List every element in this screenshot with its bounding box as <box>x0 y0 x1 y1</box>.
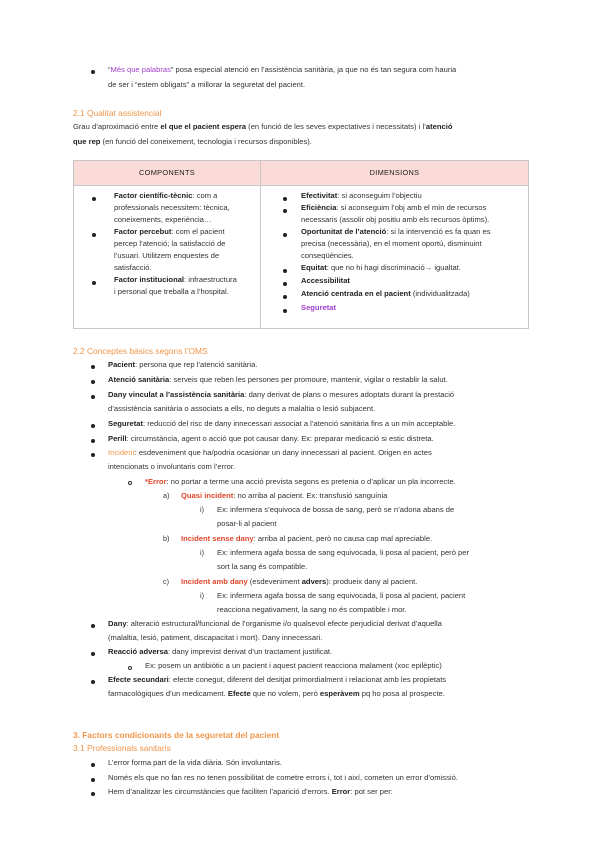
table-divider <box>260 161 261 328</box>
incident-sense-dany-example-line-2: sort la sang és compatible. <box>217 562 308 571</box>
def-efecte-secundari: Efecte secundari: efecte conegut, diferent del desitjat primordialment i relacionat amb les propietats <box>108 675 447 684</box>
quasi-incident-example-line-2: posar-li al pacient <box>217 519 277 528</box>
circle-bullet <box>128 666 132 670</box>
intro-line-1: “Més que palabras” posa especial atenció en l’assistència sanitària, ja que no és tan segura com hauria <box>108 65 457 74</box>
incident-amb-dany-example: Ex: infermera agafa bossa de sang equivocada, li posa al pacient, pacient <box>217 591 466 600</box>
def-error: *Error: no portar a terme una acció prevista segons es pretenia o d’aplicar un pla incorrecte. <box>145 477 456 486</box>
dimension-4: Equitat: que no hi hagi discriminació→ igualtat. <box>301 263 461 272</box>
dimension-5: Accessibilitat <box>301 276 350 285</box>
list-marker-c: c) <box>163 577 169 586</box>
section-3-1-item-2: Només els que no fan res no tenen possibilitat de cometre errors i, tot i així, cometen un error d’omissió. <box>108 773 458 782</box>
section-2-1-title: 2.1 Qualitat assistencial <box>73 108 162 118</box>
section-2-1-para-line-1: Grau d’aproximació entre el que el pacient espera (en funció de les seves expectatives i necessitats) i l’atenció <box>73 122 453 131</box>
bullet <box>91 778 95 782</box>
quality-table <box>73 160 529 329</box>
section-2-2-title: 2.2 Conceptes bàsics segons l’OMS <box>73 346 208 356</box>
reaccio-adversa-example: Ex: posem un antibiòtic a un pacient i aquest pacient reacciona malament (xoc epilèptic) <box>145 661 442 670</box>
bullet <box>283 233 287 237</box>
bullet <box>91 453 95 457</box>
component-1: Factor científic-tècnic: com a <box>114 191 218 200</box>
incident-amb-dany: Incident amb dany (esdeveniment advers): produeix dany al pacient. <box>181 577 418 586</box>
def-dany-vinculat-line-2: d’assistència sanitària o associats a ells, no deguts a malaltia o lesió subjacent. <box>108 404 376 413</box>
def-pacient: Pacient: persona que rep l’atenció sanitària. <box>108 360 258 369</box>
list-marker-b: b) <box>163 534 170 543</box>
dimension-6: Atenció centrada en el pacient (individualitzada) <box>301 289 470 298</box>
bullet <box>91 792 95 796</box>
section-3-1-item-3: Hem d’analitzar les circumstàncies que faciliten l’aparició d’errors. Error: pot ser per: <box>108 787 393 796</box>
def-atencio-sanitaria: Atenció sanitària: serveis que reben les persones per promoure, mantenir, vigilar o restablir la salut. <box>108 375 448 384</box>
bullet <box>92 233 96 237</box>
def-incident-line-2: intencionats o involuntaris com l’error. <box>108 462 236 471</box>
section-3-1-title: 3.1 Professionals sanitaris <box>73 743 171 753</box>
component-2-line: percep l’atenció; la satisfacció de <box>114 239 226 248</box>
bullet <box>283 295 287 299</box>
section-2-1-para-line-2: que rep (en funció del coneixement, tecnologia i recursos disponibles). <box>73 137 312 146</box>
component-1-line: coneixements, experiència… <box>114 215 212 224</box>
bullet <box>91 365 95 369</box>
quasi-incident: Quasi incident: no arriba al pacient. Ex: transfusió sanguínia <box>181 491 388 500</box>
section-3-title: 3. Factors condicionants de la seguretat del pacient <box>73 730 280 740</box>
def-perill: Perill: circumstància, agent o acció que pot causar dany. Ex: preparar medicació si estic distreta. <box>108 434 434 443</box>
dimension-3-line: conseqüències. <box>301 251 354 260</box>
incident-amb-dany-example-line-2: reacciona negativament, la sang no és compatible i mor. <box>217 605 407 614</box>
bullet <box>91 70 95 74</box>
dimension-2-line: necessaris (assolir obj positiu amb els recursos òptims). <box>301 215 490 224</box>
incident-sense-dany: Incident sense dany: arriba al pacient, però no causa cap mal apreciable. <box>181 534 433 543</box>
bullet <box>283 269 287 273</box>
def-incident: Incident: esdeveniment que ha/podria ocasionar un dany innecessari al pacient. Origen en actes <box>108 448 432 457</box>
bullet <box>91 624 95 628</box>
component-3-line: i personal que treballa a l’hospital. <box>114 287 229 296</box>
bullet <box>91 763 95 767</box>
component-3: Factor institucional: infraestructura <box>114 275 237 284</box>
table-header-components: COMPONENTS <box>74 161 260 186</box>
table-header-dimensions: DIMENSIONS <box>261 161 528 186</box>
def-seguretat: Seguretat: reducció del risc de dany innecessari associat a l’atenció sanitària fins a un mín acceptable. <box>108 419 456 428</box>
list-marker-a: a) <box>163 491 170 500</box>
def-efecte-secundari-line-2: farmacològiques d’un medicament. Efecte que no volem, però esperàvem pq ho posa al prospecte. <box>108 689 445 698</box>
bullet <box>92 281 96 285</box>
component-2-line: l’usuari. Utilitzem enquestes de <box>114 251 220 260</box>
def-dany: Dany: alteració estructural/funcional de l’organisme i/o qualsevol efecte perjudicial derivat d’aquella <box>108 619 442 628</box>
bullet <box>283 209 287 213</box>
bullet <box>91 652 95 656</box>
dimension-2: Eficiència: si aconseguim l’obj amb el mín de recursos <box>301 203 487 212</box>
dimension-7: Seguretat <box>301 303 337 312</box>
bullet <box>283 197 287 201</box>
bullet <box>91 680 95 684</box>
dimension-3: Oportunitat de l’atenció: si la intervenció es fa quan es <box>301 227 491 236</box>
dimension-1: Efectivitat: si aconseguim l’objectiu <box>301 191 422 200</box>
def-reaccio-adversa: Reacció adversa: dany imprevist derivat d’un tractament justificat. <box>108 647 333 656</box>
component-2: Factor percebut: com el pacient <box>114 227 225 236</box>
list-marker-i: i) <box>200 548 204 557</box>
term-mes-que-palabras: Més que palabras <box>110 65 171 74</box>
incident-sense-dany-example: Ex: infermera agafa bossa de sang equivocada, li posa al pacient, però per <box>217 548 470 557</box>
circle-bullet <box>128 481 132 485</box>
bullet <box>91 424 95 428</box>
bullet <box>283 309 287 313</box>
dimension-3-line: precisa (necessària), en el moment oportú, disminuint <box>301 239 482 248</box>
bullet <box>92 197 96 201</box>
def-dany-vinculat: Dany vinculat a l’assistència sanitària: dany derivat de plans o mesures adoptats durant la prestació <box>108 390 455 399</box>
bullet <box>91 439 95 443</box>
component-2-line: satisfacció. <box>114 263 152 272</box>
list-marker-i: i) <box>200 505 204 514</box>
list-marker-i: i) <box>200 591 204 600</box>
intro-line-2: de ser i “estem obligats” a millorar la seguretat del pacient. <box>108 80 306 89</box>
bullet <box>283 282 287 286</box>
def-dany-line-2: (malaltia, lesió, patiment, discapacitat i mort). Dany innecessari. <box>108 633 323 642</box>
bullet <box>91 380 95 384</box>
section-3-1-item-1: L’error forma part de la vida diària. Són involuntaris. <box>108 758 282 767</box>
component-1-line: professionals necessitem: tècnica, <box>114 203 230 212</box>
bullet <box>91 395 95 399</box>
quasi-incident-example: Ex: infermera s’equivoca de bossa de sang, però se n’adona abans de <box>217 505 455 514</box>
